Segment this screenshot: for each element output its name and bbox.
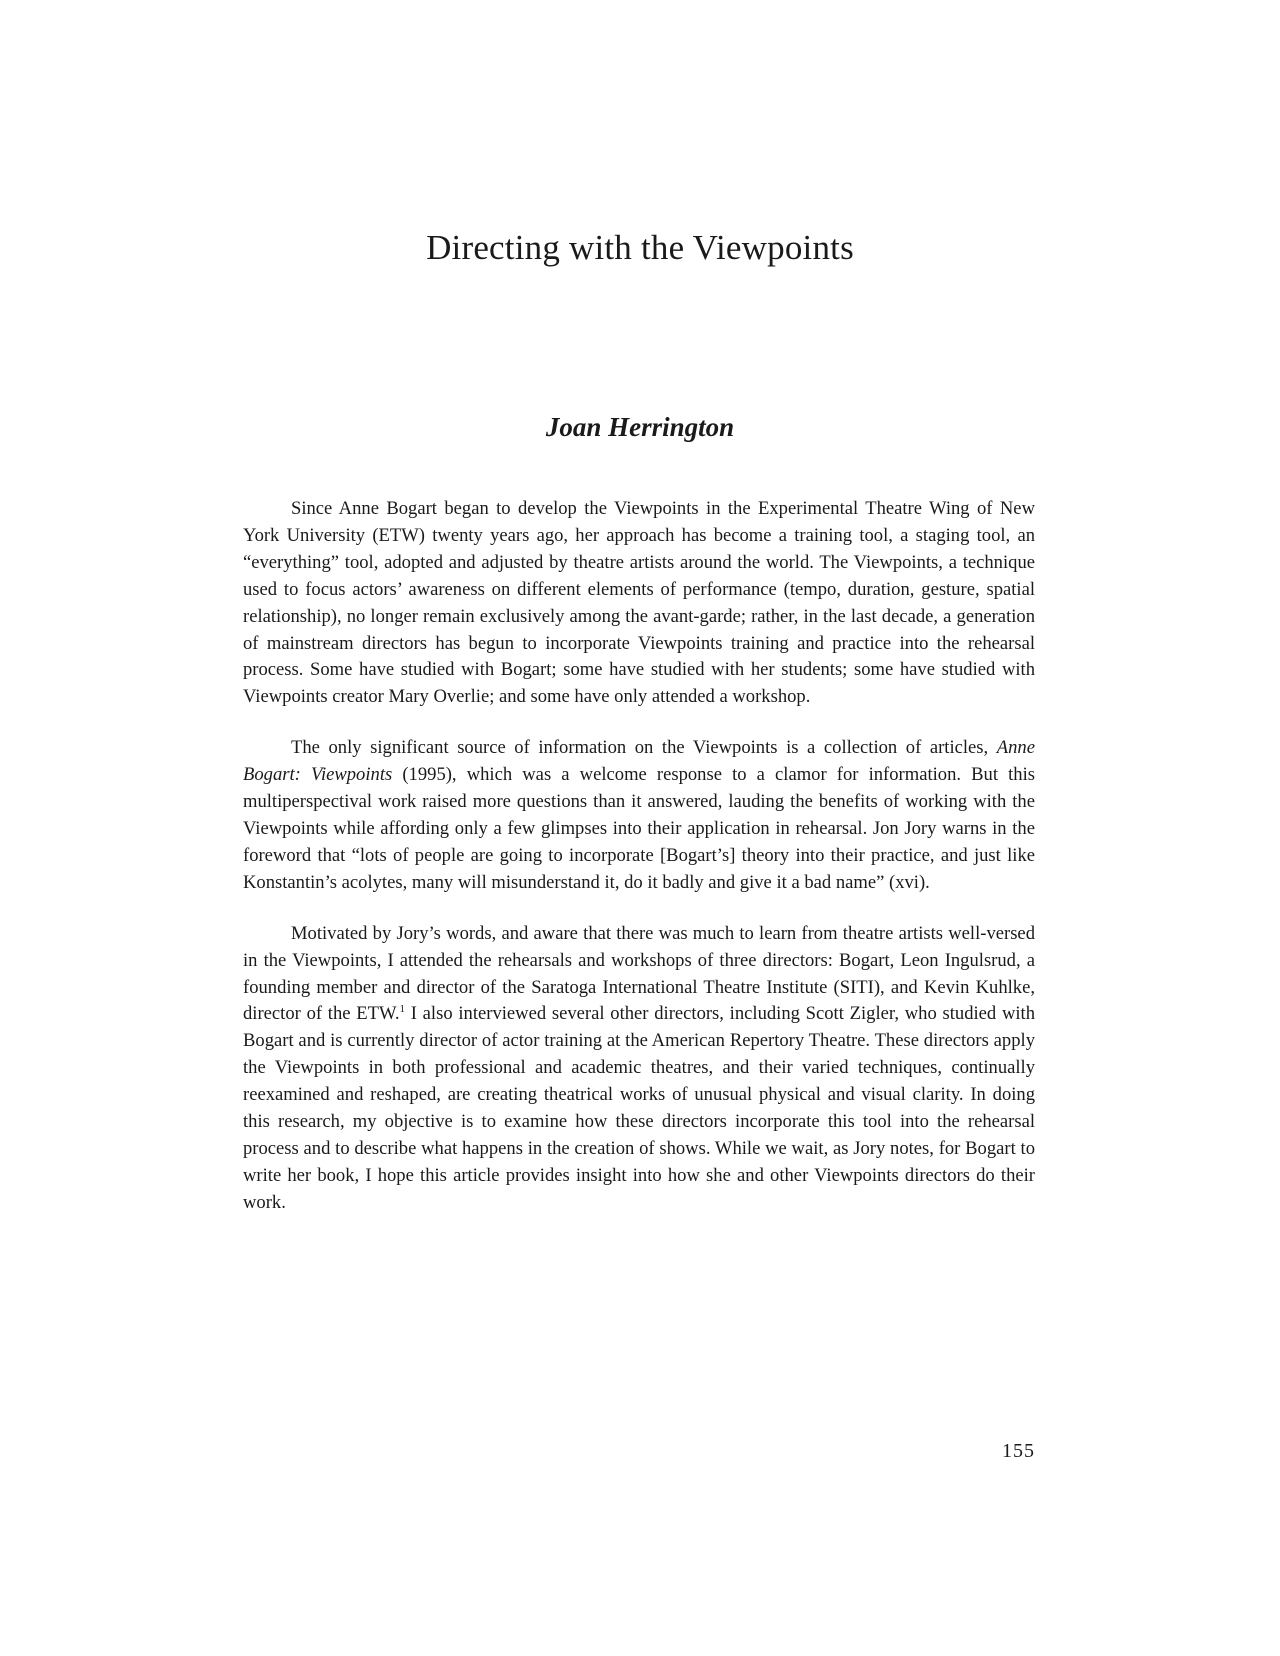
article-title: Directing with the Viewpoints <box>426 228 854 267</box>
article-author: Joan Herrington <box>545 412 735 442</box>
paragraph-text: The only significant source of information on the Viewpoints is a collection of articles, <box>291 737 997 759</box>
paragraph-text: I also interviewed several other directors, including Scott Zigler, who studied with Bogart and is currently director of actor training at the American Repertory Theatre. These directors apply the Viewpoints in both professional and academic theatres, and their varied techniques, continually reexamined and reshaped, are creating theatrical works of unusual physical and visual clarity. In doing this research, my objective is to examine how these directors incorporate this tool into the rehearsal process and to describe what happens in the creation of shows. While we wait, as Jory notes, for Bogart to write her book, I hope this article provides insight into how she and other Viewpoints directors do their work. <box>243 1003 1036 1213</box>
page-number: 155 <box>1002 1440 1035 1462</box>
paragraph-text: Motivated by Jory’s words, and aware that there was much to learn from theatre artists well-versed in the Viewpoints, I attended the rehearsals and workshops of three directors: Bogart, Leon Ingulsrud, a founding member and director of the Saratoga International Theatre Institute (SITI), and Kevin Kuhlke, director of the ETW. <box>243 922 1035 1025</box>
paragraph-text: Since Anne Bogart began to develop the Viewpoints in the Experimental Theatre Wing of New York University (ETW) twenty years ago, her approach has become a training tool, a staging tool, an “everything” tool, adopted and adjusted by theatre artists around the world. The Viewpoints, a technique used to focus actors’ awareness on different elements of performance (tempo, duration, gesture, spatial relationship), no longer remain exclusively among the avant-garde; rather, in the last decade, a generation of mainstream directors has begun to incorporate Viewpoints training and practice into the rehearsal process. Some have studied with Bogart; some have studied with her students; some have studied with Viewpoints creator Mary Overlie; and some have only attended a workshop. <box>243 498 1035 708</box>
paragraph-3 <box>243 921 1035 1217</box>
article-body <box>243 496 1035 1241</box>
footnote-marker[interactable]: 1 <box>399 1003 405 1016</box>
paragraph-text: (1995), which was a welcome response to a clamor for information. But this multiperspectival work raised more questions than it answered, lauding the benefits of working with the Viewpoints while affording only a few glimpses into their application in rehearsal. Jon Jory warns in the foreword that “lots of people are going to incorporate [Bogart’s] theory into their practice, and just like Konstantin’s acolytes, many will misunderstand it, do it badly and give it a bad name” (xvi). <box>243 764 1035 893</box>
book-title-italic: Anne Bogart: Viewpoints <box>243 737 1035 786</box>
paragraph-1 <box>243 496 1035 711</box>
paragraph-2 <box>243 735 1035 896</box>
